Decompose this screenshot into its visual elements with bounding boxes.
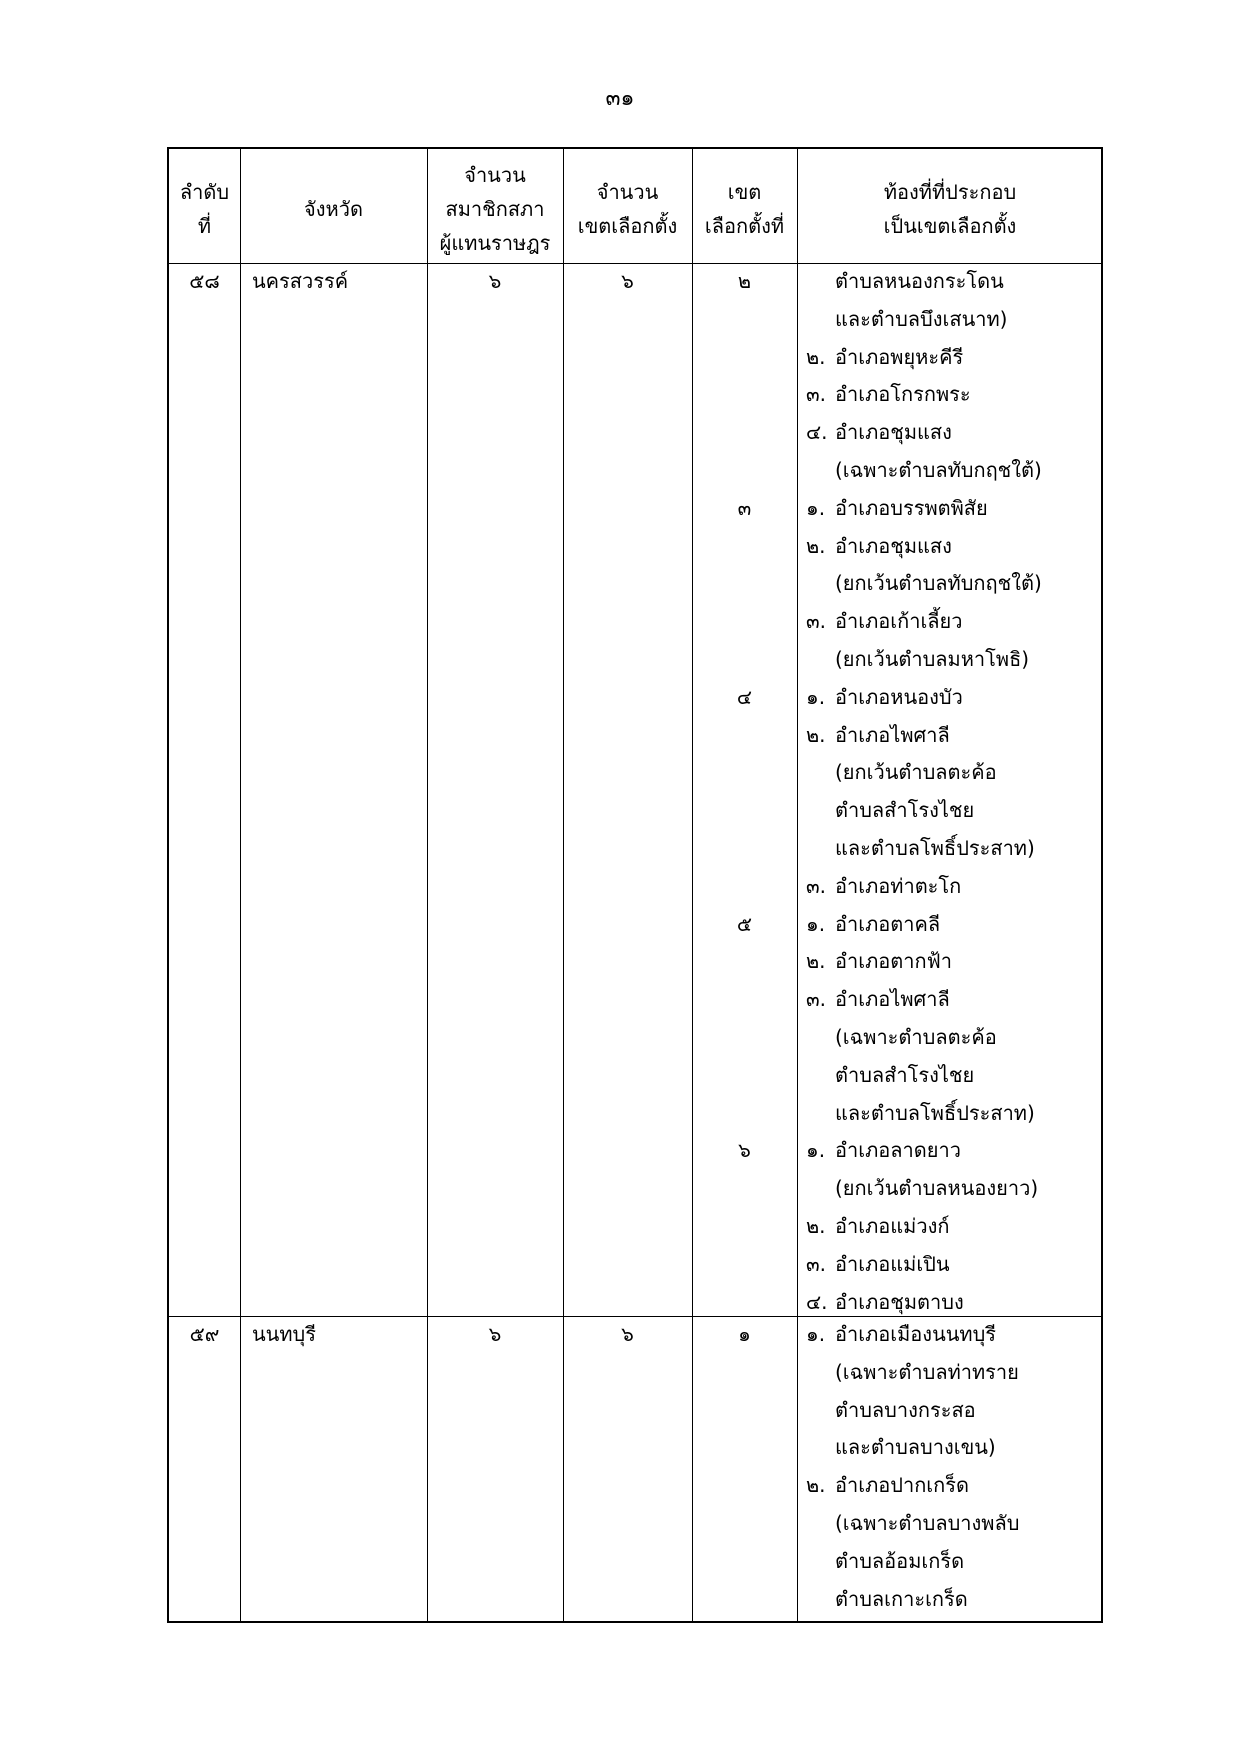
locality-text: อำเภอลาดยาว [835, 1138, 961, 1163]
area-line [692, 754, 1103, 792]
district-number: ๓ [737, 495, 752, 520]
row-59-province: นนทบุรี [252, 1322, 316, 1346]
area-line [692, 452, 1103, 490]
locality-text: อำเภอท่าตะโก [835, 873, 962, 898]
area-line [692, 339, 1103, 377]
area-line [692, 1208, 1103, 1246]
area-line [692, 717, 1103, 755]
item-number: ๒. [806, 949, 826, 974]
area-line [692, 641, 1103, 679]
header-area: ท้องที่ที่ประกอบ เป็นเขตเลือกตั้ง [883, 180, 1017, 238]
row-58-area-list [692, 263, 1103, 1321]
locality-text: (เฉพาะตำบลบางพลับ [835, 1510, 1020, 1535]
locality-text: ตำบลเกาะเกร็ด [835, 1586, 968, 1611]
area-line [692, 603, 1103, 641]
item-number: ๓. [806, 609, 827, 634]
locality-text: (เฉพาะตำบลตะค้อ [835, 1024, 997, 1049]
area-line [692, 906, 1103, 944]
area-line [692, 1429, 1103, 1467]
header-district-count: จำนวน เขตเลือกตั้ง [577, 180, 678, 238]
locality-text: อำเภอพยุหะคีรี [835, 344, 964, 369]
locality-text: อำเภอตากฟ้า [835, 949, 952, 974]
area-line [692, 1392, 1103, 1430]
row-59-mp-count: ๖ [488, 1322, 502, 1346]
area-line [692, 868, 1103, 906]
area-line [692, 301, 1103, 339]
area-line [692, 376, 1103, 414]
area-line [692, 1581, 1103, 1619]
item-number: ๓. [806, 873, 827, 898]
locality-text: อำเภอตาคลี [835, 911, 941, 936]
area-line [692, 414, 1103, 452]
locality-text: (ยกเว้นตำบลตะค้อ [835, 760, 997, 785]
locality-text: ตำบลหนองกระโดน [835, 269, 1004, 293]
item-number: ๔. [806, 1289, 828, 1314]
area-line [692, 679, 1103, 717]
area-line [692, 1316, 1103, 1354]
constituency-table [167, 147, 1103, 1623]
area-line [692, 1505, 1103, 1543]
locality-text: อำเภอชุมแสง [835, 533, 952, 558]
locality-text: ตำบลสำโรงไชย [835, 798, 975, 823]
column-divider [563, 149, 564, 1621]
header-mp-count: จำนวน สมาชิกสภา ผู้แทนราษฎร [439, 163, 551, 255]
area-line [692, 1543, 1103, 1581]
item-number: ๒. [806, 344, 826, 369]
item-number: ๓. [806, 382, 827, 407]
item-number: ๑. [806, 1138, 826, 1163]
item-number: ๓. [806, 987, 827, 1012]
district-number: ๕ [736, 911, 753, 936]
column-divider [427, 149, 428, 1621]
locality-text: (ยกเว้นตำบลหนองยาว) [835, 1176, 1039, 1201]
page-number: ๓๑ [605, 86, 635, 111]
row-59-order: ๕๙ [189, 1322, 220, 1346]
locality-text: อำเภอชุมแสง [835, 420, 952, 445]
district-number: ๒ [737, 269, 752, 293]
locality-text: อำเภอไพศาลี [835, 722, 950, 747]
district-number: ๔ [736, 684, 753, 709]
locality-text: และตำบลโพธิ์ประสาท) [835, 1100, 1035, 1125]
area-line [692, 490, 1103, 528]
locality-text: และตำบลบึงเสนาท) [835, 306, 1008, 331]
locality-text: อำเภอชุมตาบง [835, 1289, 964, 1314]
row-58-order: ๕๘ [189, 269, 220, 293]
locality-text: ตำบลสำโรงไชย [835, 1062, 975, 1087]
area-line [692, 565, 1103, 603]
column-divider [240, 149, 241, 1621]
row-59-area-list [692, 1316, 1103, 1618]
locality-text: อำเภอโกรกพระ [835, 382, 971, 407]
locality-text: (เฉพาะตำบลท่าทราย [835, 1359, 1019, 1384]
item-number: ๔. [806, 420, 828, 445]
locality-text: (ยกเว้นตำบลมหาโพธิ) [835, 646, 1030, 671]
item-number: ๒. [806, 722, 826, 747]
header-district-no: เขต เลือกตั้งที่ [704, 180, 785, 238]
area-line [692, 943, 1103, 981]
locality-text: ตำบลอ้อมเกร็ด [835, 1548, 965, 1573]
area-line [692, 1132, 1103, 1170]
locality-text: อำเภอปากเกร็ด [835, 1473, 969, 1498]
district-number: ๑ [738, 1322, 751, 1346]
item-number: ๒. [806, 1213, 826, 1238]
area-line [692, 1246, 1103, 1284]
district-number: ๖ [738, 1138, 751, 1163]
area-line [692, 1467, 1103, 1505]
area-line [692, 1019, 1103, 1057]
area-line [692, 830, 1103, 868]
area-line [692, 1170, 1103, 1208]
item-number: ๒. [806, 533, 826, 558]
item-number: ๑. [806, 911, 826, 936]
locality-text: และตำบลบางเขน) [835, 1435, 996, 1460]
locality-text: (เฉพาะตำบลทับกฤชใต้) [835, 457, 1042, 482]
item-number: ๑. [806, 1322, 826, 1346]
area-line [692, 792, 1103, 830]
row-58-province: นครสวรรค์ [252, 269, 349, 293]
header-province: จังหวัด [304, 197, 363, 221]
area-line [692, 981, 1103, 1019]
item-number: ๑. [806, 684, 826, 709]
item-number: ๓. [806, 1251, 827, 1276]
locality-text: อำเภอแม่เปิน [835, 1251, 950, 1276]
locality-text: อำเภอหนองบัว [835, 684, 963, 709]
row-58-mp-count: ๖ [488, 269, 502, 293]
locality-text: อำเภอเก้าเลี้ยว [835, 609, 963, 634]
row-59-district-count: ๖ [621, 1322, 634, 1346]
locality-text: ตำบลบางกระสอ [835, 1397, 976, 1422]
locality-text: อำเภอไพศาลี [835, 987, 950, 1012]
area-line [692, 1354, 1103, 1392]
locality-text: อำเภอเมืองนนทบุรี [835, 1322, 997, 1346]
row-58-district-count: ๖ [621, 269, 634, 293]
header-order: ลำดับ ที่ [179, 180, 230, 238]
locality-text: และตำบลโพธิ์ประสาท) [835, 835, 1035, 860]
area-line [692, 1057, 1103, 1095]
area-line [692, 528, 1103, 566]
locality-text: อำเภอแม่วงก์ [835, 1213, 950, 1238]
item-number: ๒. [806, 1473, 826, 1498]
locality-text: (ยกเว้นตำบลทับกฤชใต้) [835, 571, 1042, 596]
area-line [692, 1095, 1103, 1133]
locality-text: อำเภอบรรพตพิสัย [835, 495, 988, 520]
item-number: ๑. [806, 495, 826, 520]
area-line [692, 263, 1103, 301]
